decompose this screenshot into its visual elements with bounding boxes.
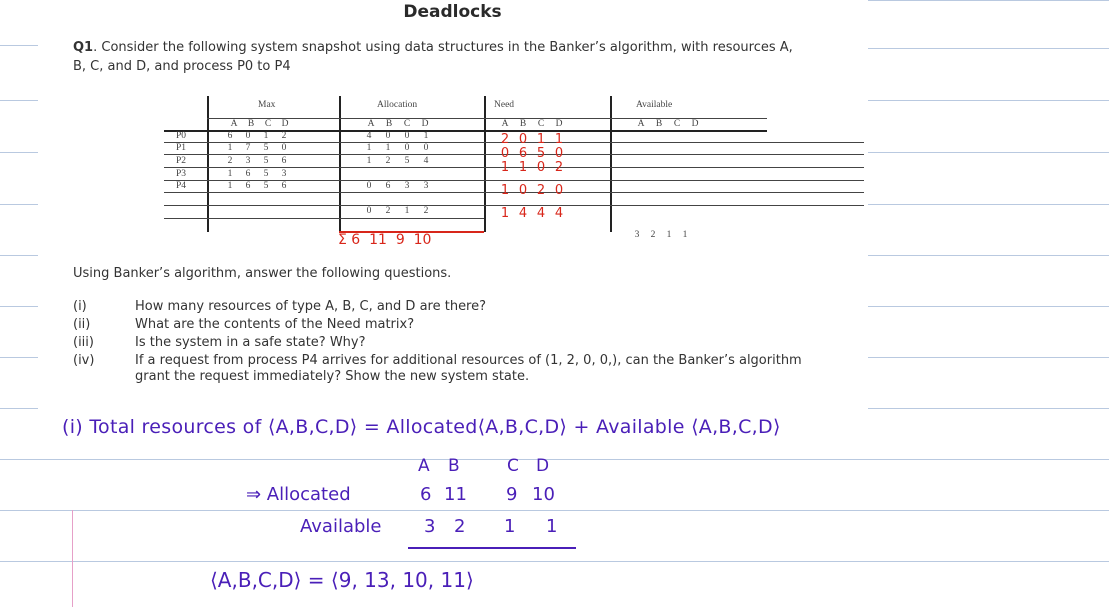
page-title: Deadlocks (403, 2, 502, 22)
process-label: P0 (176, 131, 187, 141)
question-intro (73, 38, 803, 76)
question-number: (ii) (73, 317, 91, 332)
question-list (73, 297, 833, 397)
notes-allocated-label: ⇒ Allocated (246, 484, 351, 505)
notes-value: 11 (444, 484, 467, 505)
notes-available-label: Available (300, 516, 382, 537)
notes-letter: A (418, 456, 430, 476)
allocation-sum-handwritten: Σ 6 11 9 10 (338, 232, 432, 248)
notes-line-total: (i) Total resources of ⟨A,B,C,D⟩ = Allocated⟨A,B,C,D⟩ + Available ⟨A,B,C,D⟩ (62, 416, 781, 438)
notes-value: 1 (504, 516, 516, 537)
notes-value: 1 (546, 516, 558, 537)
header-available: Available (636, 100, 673, 110)
process-label: P2 (176, 156, 187, 166)
question-item: How many resources of type A, B, C, and D are there? (135, 299, 487, 314)
notes-letter: D (536, 456, 550, 476)
question-item: If a request from process P4 arrives for additional resources of (1, 2, 0, 0,), can the Banker’s algorithm grant the request immediately? Show the new system state. (135, 353, 802, 384)
notes-value: 2 (454, 516, 466, 537)
sum-underline (408, 547, 576, 549)
question-number: (iii) (73, 335, 94, 350)
header-max: Max (258, 100, 276, 110)
notes-letter: B (448, 456, 460, 476)
process-label: P1 (176, 143, 187, 153)
notes-value: 3 (424, 516, 436, 537)
question-number: (i) (73, 299, 87, 314)
question-item: What are the contents of the Need matrix? (135, 317, 415, 332)
notes-letter: C (507, 456, 519, 476)
header-allocation: Allocation (377, 100, 418, 110)
notes-result: ⟨A,B,C,D⟩ = ⟨9, 13, 10, 11⟩ (210, 568, 474, 592)
header-need: Need (494, 100, 515, 110)
question-text: . Consider the following system snapshot using data structures in the Banker’s algorithm, with resources A, B, C, and D, and process P0 to P4 (73, 40, 793, 74)
process-label: P4 (176, 181, 187, 191)
question-number: (iv) (73, 353, 95, 368)
instructions-text: Using Banker’s algorithm, answer the following questions. (73, 266, 452, 281)
notes-value: 10 (532, 484, 555, 505)
notes-value: 6 (420, 484, 432, 505)
notes-value: 9 (506, 484, 518, 505)
question-item: Is the system in a safe state? Why? (135, 335, 366, 350)
process-label: P3 (176, 169, 187, 179)
question-label: Q1 (73, 40, 94, 55)
